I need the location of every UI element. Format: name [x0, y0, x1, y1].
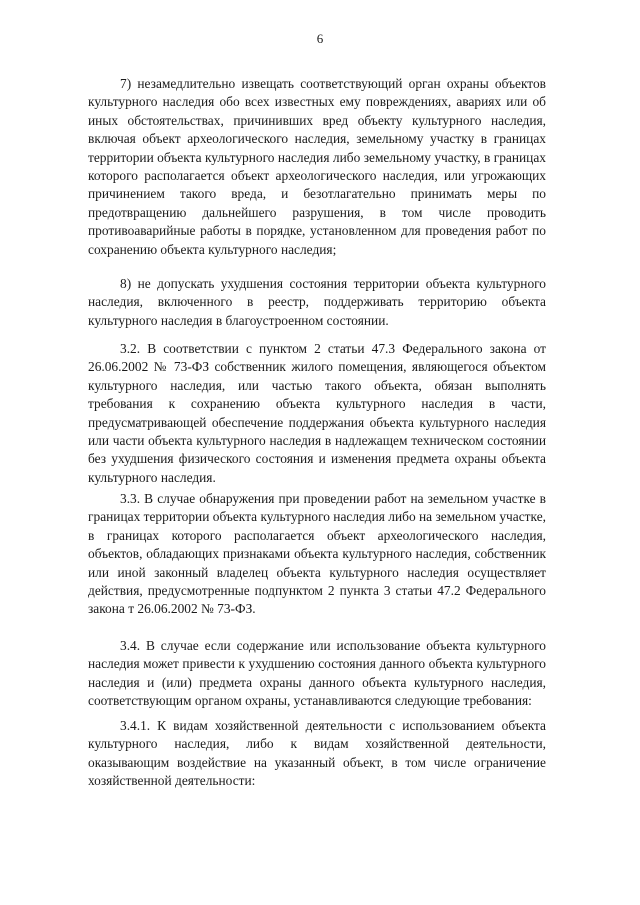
page-number: 6: [316, 31, 324, 46]
paragraph-item-8: 8) не допускать ухудшения состояния территории объекта культурного наследия, включенного в реестр, поддерживать территорию объекта культурного наследия в благоустроенном состоянии.: [88, 276, 546, 328]
paragraph-3-4: 3.4. В случае если содержание или использование объекта культурного наследия может привести к ухудшению состояния данного объекта культурного наследия и (или) предмета охраны данного объекта культурного наследия, соответствующим органом охраны, устанавливаются следующие требования:: [88, 638, 546, 709]
paragraph-3-3: 3.3. В случае обнаружения при проведении работ на земельном участке в границах территории объекта культурного наследия либо на земельном участке, в границах которого располагается объект археологического наследия, объектов, обладающих признаками объекта культурного наследия, собственник или иной законный владелец объекта культурного наследия осуществляет действия, предусмотренные подпунктом 2 пункта 3 статьи 47.2 Федерального закона т 26.06.2002 № 73-ФЗ.: [88, 491, 546, 617]
paragraph-3-2: 3.2. В соответствии с пунктом 2 статьи 47.3 Федерального закона от 26.06.2002 № 73-ФЗ собственник жилого помещения, являющегося объектом культурного наследия, или частью такого объекта, обязан выполнять требования к сохранению объекта культурного наследия в части, предусматривающей обеспечение поддержания объекта культурного наследия или части объекта культурного наследия в надлежащем техническом состоянии без ухудшения физического состояния и изменения предмета охраны объекта культурного наследия.: [88, 341, 546, 485]
paragraph-3-4-1: 3.4.1. К видам хозяйственной деятельности с использованием объекта культурного наследия, либо к видам хозяйственной деятельности, оказывающим воздействие на указанный объект, в том числе ограничение хозяйственной деятельности:: [88, 718, 546, 789]
paragraph-item-7: 7) незамедлительно извещать соответствующий орган охраны объектов культурного наследия обо всех известных ему повреждениях, авариях или об иных обстоятельствах, причинивших вред объекту культурного наследия, включая объект археологического наследия, земельному участку в границах территории объекта культурного наследия либо земельному участку, в границах которого располагается объект археологического наследия, или угрожающих причинением такого вреда, и безотлагательно принимать меры по предотвращению дальнейшего разрушения, в том числе проводить противоаварийные работы в порядке, установленном для проведения работ по сохранению объекта культурного наследия;: [88, 76, 546, 257]
